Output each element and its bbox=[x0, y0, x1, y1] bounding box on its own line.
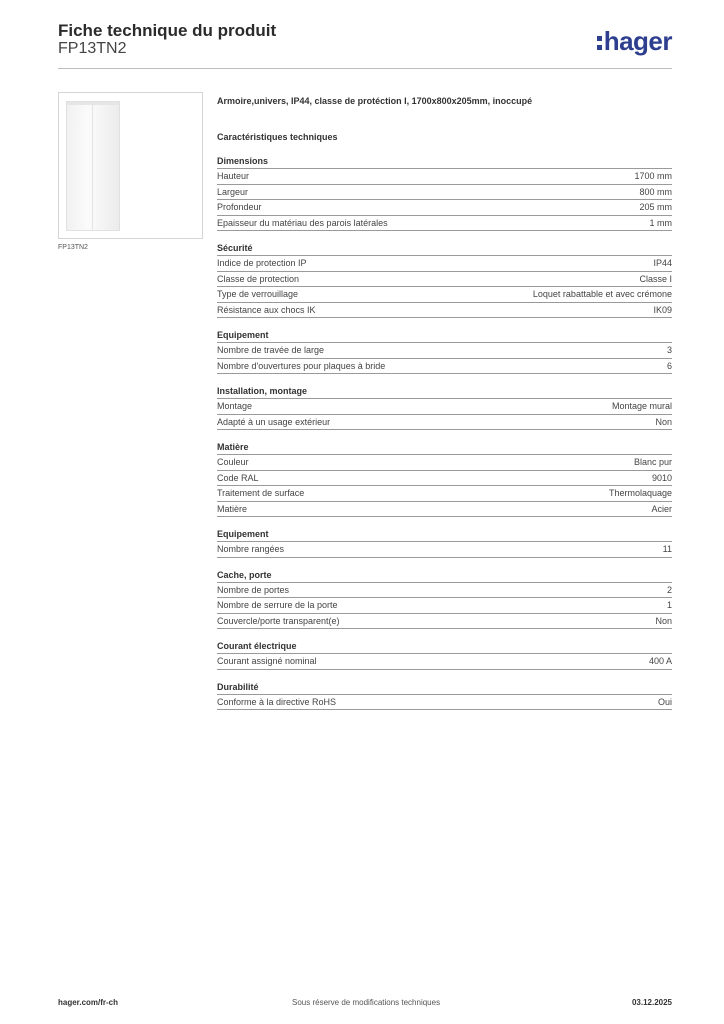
spec-label: Traitement de surface bbox=[217, 488, 305, 498]
product-caption: FP13TN2 bbox=[58, 244, 88, 251]
spec-row bbox=[217, 302, 672, 319]
spec-value: Classe I bbox=[639, 273, 672, 284]
spec-row bbox=[217, 358, 672, 375]
section-title: Durabilité bbox=[217, 681, 259, 692]
section-title: Courant électrique bbox=[217, 641, 297, 651]
spec-value: 11 bbox=[662, 544, 672, 554]
spec-rows bbox=[217, 694, 672, 711]
spec-label: Epaisseur du matériau des parois latérales bbox=[217, 217, 388, 228]
spec-row bbox=[217, 454, 672, 470]
spec-label: Adapté à un usage extérieur bbox=[217, 416, 331, 427]
spec-label: Courant assigné nominal bbox=[217, 656, 317, 666]
spec-section bbox=[217, 569, 672, 630]
spec-value: 800 mm bbox=[639, 186, 672, 197]
spec-value: Loquet rabattable et avec crémone bbox=[532, 289, 672, 299]
spec-row bbox=[217, 653, 672, 670]
spec-rows bbox=[217, 342, 672, 374]
section-title: Matière bbox=[217, 442, 249, 452]
spec-label: Classe de protection bbox=[217, 273, 300, 284]
section-title: Cache, porte bbox=[217, 569, 272, 580]
spec-value: Non bbox=[655, 615, 672, 626]
spec-row bbox=[217, 215, 672, 232]
spec-value: 1 mm bbox=[649, 217, 672, 228]
spec-label: Indice de protection IP bbox=[217, 258, 307, 268]
logo-text: hager bbox=[603, 26, 672, 56]
spec-section bbox=[217, 441, 672, 517]
spec-rows bbox=[217, 454, 672, 517]
spec-row bbox=[217, 255, 672, 271]
spec-row bbox=[217, 184, 672, 200]
spec-section bbox=[217, 329, 672, 374]
spec-row bbox=[217, 414, 672, 431]
spec-section bbox=[217, 155, 672, 231]
section-title: Equipement bbox=[217, 330, 269, 340]
spec-label: Type de verrouillage bbox=[217, 289, 299, 299]
spec-section bbox=[217, 640, 672, 670]
section-title: Equipement bbox=[217, 529, 269, 539]
spec-label: Largeur bbox=[217, 186, 249, 197]
spec-label: Profondeur bbox=[217, 202, 262, 212]
spec-label: Couvercle/porte transparent(e) bbox=[217, 615, 340, 626]
spec-row bbox=[217, 199, 672, 215]
spec-row bbox=[217, 582, 672, 598]
spec-label: Matière bbox=[217, 503, 248, 514]
spec-sections bbox=[217, 155, 672, 710]
spec-value: 2 bbox=[666, 584, 672, 595]
spec-label: Montage bbox=[217, 401, 253, 411]
section-title: Installation, montage bbox=[217, 386, 308, 396]
spec-value: 400 A bbox=[648, 656, 672, 666]
spec-row bbox=[217, 485, 672, 501]
section-title: Dimensions bbox=[217, 156, 269, 166]
spec-value: IP44 bbox=[653, 258, 672, 268]
spec-row bbox=[217, 470, 672, 486]
spec-row bbox=[217, 286, 672, 302]
spec-rows bbox=[217, 398, 672, 430]
spec-row bbox=[217, 541, 672, 558]
spec-value: IK09 bbox=[653, 304, 672, 315]
tech-characteristics-title: Caractéristiques techniques bbox=[217, 132, 338, 142]
spec-row bbox=[217, 613, 672, 630]
spec-value: 1 bbox=[666, 600, 672, 610]
product-code: FP13TN2 bbox=[58, 40, 127, 57]
spec-value: Blanc pur bbox=[633, 457, 672, 467]
spec-value: Acier bbox=[651, 503, 672, 514]
spec-label: Nombre de serrure de la porte bbox=[217, 600, 338, 610]
spec-rows bbox=[217, 582, 672, 630]
spec-row bbox=[217, 342, 672, 358]
spec-value: 9010 bbox=[651, 472, 672, 483]
spec-value: 205 mm bbox=[639, 202, 672, 212]
spec-rows bbox=[217, 168, 672, 231]
spec-row bbox=[217, 168, 672, 184]
spec-value: Oui bbox=[657, 696, 672, 707]
spec-label: Résistance aux chocs IK bbox=[217, 304, 316, 315]
spec-label: Couleur bbox=[217, 457, 249, 467]
section-title: Sécurité bbox=[217, 243, 253, 253]
spec-rows bbox=[217, 541, 672, 558]
spec-section bbox=[217, 385, 672, 430]
spec-section bbox=[217, 242, 672, 318]
spec-row bbox=[217, 597, 672, 613]
product-description: Armoire,univers, IP44, classe de protéction I, 1700x800x205mm, inoccupé bbox=[217, 96, 533, 106]
spec-row bbox=[217, 501, 672, 518]
spec-label: Nombre de portes bbox=[217, 584, 290, 595]
spec-label: Nombre de travée de large bbox=[217, 345, 325, 355]
spec-row bbox=[217, 694, 672, 711]
logo-dots-icon bbox=[597, 36, 602, 50]
footer-disclaimer: Sous réserve de modifications techniques bbox=[292, 998, 441, 1007]
spec-label: Code RAL bbox=[217, 472, 259, 483]
footer-date: 03.12.2025 bbox=[631, 998, 672, 1007]
spec-row bbox=[217, 271, 672, 287]
spec-label: Hauteur bbox=[217, 171, 250, 181]
spec-row bbox=[217, 398, 672, 414]
spec-section bbox=[217, 528, 672, 558]
spec-value: Montage mural bbox=[611, 401, 672, 411]
hager-logo bbox=[597, 26, 672, 56]
cabinet-image bbox=[66, 101, 120, 231]
spec-content bbox=[217, 96, 672, 721]
header-divider bbox=[58, 68, 672, 69]
spec-rows bbox=[217, 653, 672, 670]
spec-label: Nombre rangées bbox=[217, 544, 285, 554]
spec-value: Non bbox=[655, 416, 672, 427]
spec-label: Nombre d'ouvertures pour plaques à bride bbox=[217, 360, 386, 371]
spec-value: 3 bbox=[666, 345, 672, 355]
spec-value: Thermolaquage bbox=[608, 488, 672, 498]
spec-label: Conforme à la directive RoHS bbox=[217, 696, 337, 707]
spec-value: 1700 mm bbox=[634, 171, 672, 181]
spec-value: 6 bbox=[666, 360, 672, 371]
spec-rows bbox=[217, 255, 672, 318]
spec-section bbox=[217, 681, 672, 711]
footer-website: hager.com/fr-ch bbox=[58, 998, 119, 1007]
product-image-frame bbox=[58, 92, 203, 239]
page-title: Fiche technique du produit bbox=[58, 21, 277, 40]
